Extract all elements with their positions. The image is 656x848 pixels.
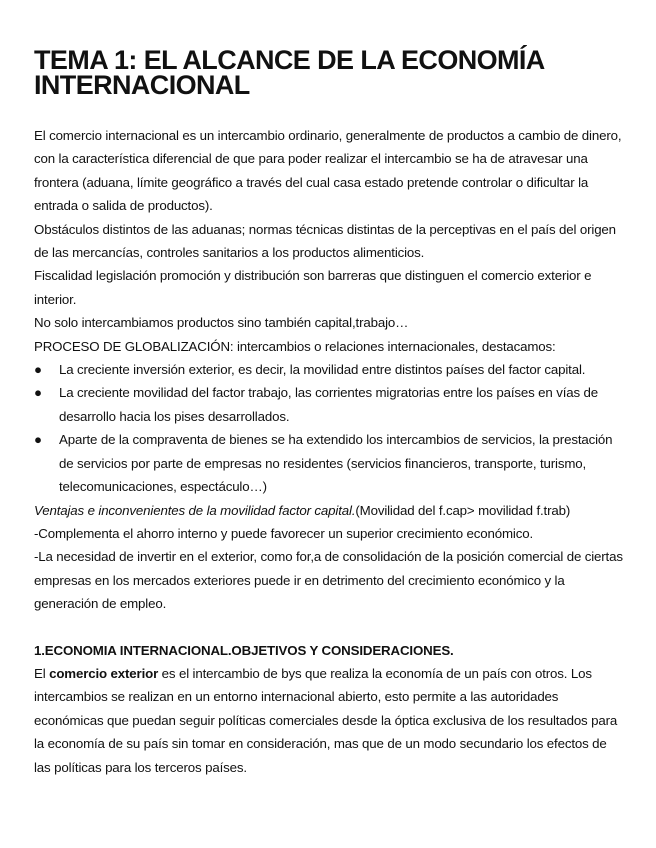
paragraph-globalization: PROCESO DE GLOBALIZACIÓN: intercambios o relaciones internacionales, destacamos: (34, 338, 556, 354)
list-item (34, 381, 624, 428)
bullet-list (34, 358, 624, 498)
list-item (34, 358, 624, 381)
paragraph-capital-labor: No solo intercambiamos productos sino también capital,trabajo… (34, 315, 409, 331)
comercio-exterior-term: comercio exterior (49, 665, 159, 681)
list-item-text: La creciente inversión exterior, es decir, la movilidad entre distintos países del factor capital. (59, 362, 586, 378)
list-item-text: La creciente movilidad del factor trabajo, las corrientes migratorias entre los países en vías de desarrollo hacia los pises desarrollados. (59, 385, 599, 424)
document-body (34, 124, 624, 779)
list-item-text: Aparte de la compraventa de bienes se ha extendido los intercambios de servicios, la prestación de servicios por parte de empresas no residentes (servicios financieros, transporte, turismo, telecomunicaciones, espectáculo…) (59, 432, 613, 495)
page-title (34, 45, 624, 100)
paragraph-intro: El comercio internacional es un intercambio ordinario, generalmente de productos a cambio de dinero, con la característica diferencial de que para poder realizar el intercambio se ha de atravesar una frontera (aduana, límite geográfico a través del cual casa estado pretende controlar o dificultar la entrada o salida de productos). (34, 128, 622, 214)
title-line-2: INTERNACIONAL (34, 70, 250, 100)
title-line-1: TEMA 1: EL ALCANCE DE LA ECONOMÍA (34, 45, 545, 75)
ventajas-note: (Movilidad del f.cap> movilidad f.trab) (355, 502, 571, 518)
paragraph-comercio-exterior (34, 662, 624, 779)
bullet-icon: ● (34, 385, 42, 401)
section-heading: 1.ECONOMIA INTERNACIONAL.OBJETIVOS Y CONSIDERACIONES. (34, 642, 454, 658)
paragraph-necesidad: -La necesidad de invertir en el exterior, como for,a de consolidación de la posición comercial de ciertas empresas en los mercados exteriores puede ir en detrimento del crecimiento económico y la generación de empleo. (34, 549, 623, 612)
paragraph-complementa: -Complementa el ahorro interno y puede favorecer un superior crecimiento económico. (34, 525, 534, 541)
ventajas-italic: Ventajas e inconvenientes de la movilidad factor capital. (34, 502, 356, 518)
p8-post: es el intercambio de bys que realiza la economía de un país con otros. Los intercambios se realizan en un entorno internacional abierto, esto permite a las autoridades económicas que puedan seguir políticas comerciales desde la óptica exclusiva de los resultados para la economía de su país sin tomar en consideración, mas que de un modo secundario los efectos de las políticas para los terceros países. (34, 665, 618, 775)
page-header (34, 45, 624, 100)
paragraph-fiscality: Fiscalidad legislación promoción y distribución son barreras que distinguen el comercio exterior e interior. (34, 268, 592, 307)
spacer (34, 616, 624, 639)
paragraph-ventajas (34, 499, 624, 522)
paragraph-obstacles: Obstáculos distintos de las aduanas; normas técnicas distintas de la perceptivas en el país del origen de las mercancías, controles sanitarios a los productos alimenticios. (34, 221, 616, 261)
bullet-icon: ● (34, 362, 42, 378)
p8-pre: El (34, 665, 50, 681)
bullet-icon: ● (34, 432, 42, 448)
list-item (34, 428, 624, 498)
